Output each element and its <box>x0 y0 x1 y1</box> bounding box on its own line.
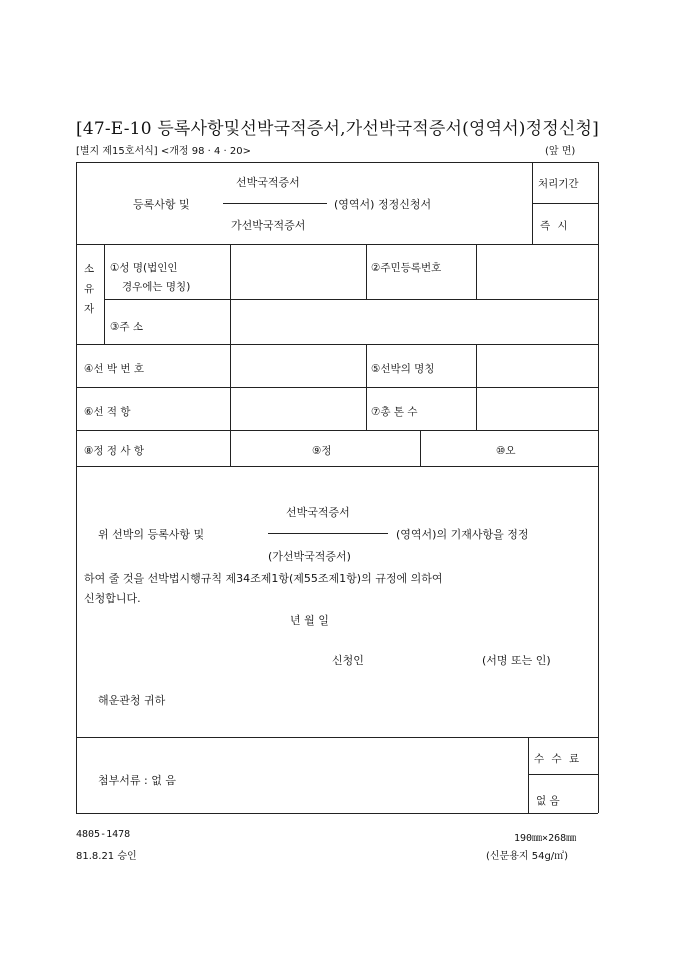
signature-label: (서명 또는 인) <box>482 654 551 667</box>
page-side-label: (앞 면) <box>545 146 576 157</box>
row-divider-1 <box>76 244 598 245</box>
owner-side-divider <box>104 244 105 344</box>
processing-period-label: 처리기간 <box>538 178 579 190</box>
fee-label: 수 수 료 <box>534 753 582 765</box>
row-divider-2 <box>76 344 598 345</box>
gross-tonnage-field[interactable] <box>482 397 590 423</box>
row-divider-3 <box>76 387 598 388</box>
resident-id-field[interactable] <box>482 259 590 291</box>
statement-line2-right: (영역서)의 기재사항을 정정 <box>396 528 529 541</box>
port-of-registry-label: ⑥선 적 항 <box>84 406 131 418</box>
ship-number-label: ④선 박 번 호 <box>84 363 144 375</box>
form-title-line1: 선박국적증서 <box>236 176 300 189</box>
ship-name-field[interactable] <box>482 354 590 380</box>
resident-id-label: ②주민등록번호 <box>371 262 442 274</box>
correct-label: ⑨정 <box>312 445 332 457</box>
document-title: [47-E-10 등록사항및선박국적증서,가선박국적증서(영역서)정정신청] <box>76 119 599 139</box>
statement-line2-left: 위 선박의 등록사항 및 <box>98 528 205 541</box>
applicant-label: 신청인 <box>332 654 364 667</box>
name-label: ①성 명(법인인 <box>110 262 178 274</box>
statement-line5: 신청합니다. <box>84 592 141 605</box>
owner-label-so: 소 <box>84 263 95 275</box>
frame-bottom <box>76 813 598 814</box>
frame-left <box>76 162 77 813</box>
fee-split <box>528 774 598 775</box>
form-title-line3: 가선박국적증서 <box>231 219 306 232</box>
attachments-label: 첨부서류 : 없 음 <box>98 774 176 787</box>
frame-top <box>76 162 598 163</box>
owner-label-ja: 자 <box>84 303 95 315</box>
name-field[interactable] <box>238 259 358 291</box>
error-label: ⑩오 <box>496 445 516 457</box>
recipient-label: 해운관청 귀하 <box>98 694 166 707</box>
id-label-right-divider <box>476 244 477 299</box>
statement-line4: 하여 줄 것을 선박법시행규칙 제34조제1항(제55조제1항)의 규정에 의하여 <box>84 572 443 585</box>
owner-label-yu: 유 <box>84 283 95 295</box>
name-label-cont: 경우에는 명칭) <box>122 281 191 293</box>
row-divider-4 <box>76 430 598 431</box>
statement-choice-dash <box>268 533 388 534</box>
form-reference: [별지 제15호서식] <개정 98 · 4 · 20> <box>76 146 251 157</box>
address-field[interactable] <box>238 312 590 338</box>
frame-right <box>598 162 599 813</box>
owner-row-split <box>104 299 598 300</box>
form-code: 4805-1478 <box>76 829 131 840</box>
title-choice-dash <box>223 203 327 204</box>
ship-name-label: ⑤선박의 명칭 <box>371 363 435 375</box>
correction-mid-divider <box>420 430 421 466</box>
fee-divider <box>528 737 529 813</box>
id-label-left-divider <box>366 244 367 299</box>
correction-item-label: ⑧정 정 사 항 <box>84 445 144 457</box>
correction-label-divider <box>230 430 231 466</box>
statement-line1: 선박국적증서 <box>286 506 350 519</box>
paper-spec: (신문용지 54g/㎡) <box>486 851 569 862</box>
form-title-line2-right: (영역서) 정정신청서 <box>334 198 432 211</box>
paper-size: 190㎜×268㎜ <box>514 833 577 844</box>
approval-date: 81.8.21 승인 <box>76 851 137 862</box>
address-label: ③주 소 <box>110 321 144 333</box>
port-of-registry-field[interactable] <box>238 397 358 423</box>
application-date: 년 월 일 <box>290 614 329 627</box>
form-title-line2-left: 등록사항 및 <box>133 198 190 211</box>
owner-label-divider <box>230 244 231 344</box>
row-divider-6 <box>76 737 598 738</box>
processing-split <box>532 203 598 204</box>
row-divider-5 <box>76 466 598 467</box>
statement-line3: (가선박국적증서) <box>268 550 351 563</box>
fee-value: 없 음 <box>536 795 560 807</box>
processing-period-value: 즉 시 <box>540 220 570 232</box>
gross-tonnage-label: ⑦총 톤 수 <box>371 406 418 418</box>
ship-number-field[interactable] <box>238 354 358 380</box>
